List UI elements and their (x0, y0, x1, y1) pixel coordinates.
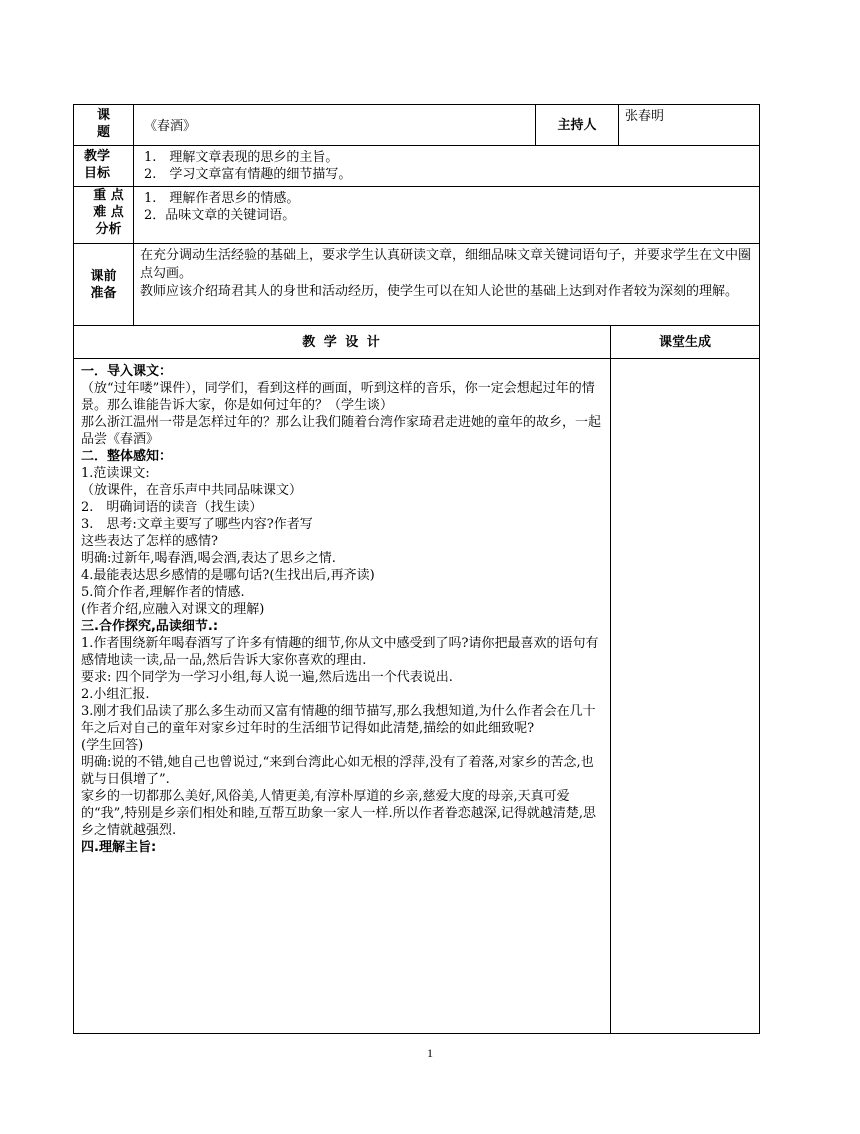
design-paragraph: 明确:过新年,喝春酒,喝会酒,表达了思乡之情. (81, 551, 336, 566)
objectives-content (134, 146, 760, 187)
outcome-content (611, 359, 760, 1034)
design-paragraph: 5.简介作者,理解作者的情感. (81, 585, 245, 600)
design-paragraph: （放课件，在音乐声中共同品味课文） (81, 483, 303, 498)
design-paragraph: 这些表达了怎样的感情? (81, 534, 218, 549)
design-body-row (74, 359, 760, 1034)
host-label: 主持人 (536, 105, 619, 146)
preparation-label: 课前 准备 (74, 244, 134, 326)
key-points-row (74, 187, 760, 244)
key-point-item: 2．品味文章的关键词语。 (144, 208, 296, 223)
preparation-paragraph: 教师应该介绍琦君其人的身世和活动经历，使学生可以在知人论世的基础上达到对作者较为深刻的理解。 (140, 284, 739, 299)
objective-item: 2. 学习文章富有情趣的细节描写。 (144, 167, 352, 182)
outcome-header: 课堂生成 (611, 326, 760, 359)
topic-row (74, 105, 760, 146)
section-heading: 三.合作探究,品读细节.: (81, 619, 219, 634)
design-paragraph: 1.作者围绕新年喝春酒写了许多有情趣的细节,你从文中感受到了吗?请你把最喜欢的语句有感情地读一读,品一品,然后告诉大家你喜欢的理由. (81, 636, 599, 668)
design-paragraph: （放“过年喽”课件），同学们，看到这样的画面，听到这样的音乐，你一定会想起过年的情景。那么谁能告诉大家，你是如何过年的？（学生谈） (81, 381, 595, 413)
design-paragraph: 明确:说的不错,她自己也曾说过,“来到台湾此心如无根的浮萍,没有了着落,对家乡的苦念,也就与日俱增了”. (81, 755, 594, 787)
objectives-row (74, 146, 760, 187)
host-value: 张春明 (619, 105, 760, 146)
design-paragraph: (学生回答) (81, 738, 144, 753)
preparation-paragraph: 在充分调动生活经验的基础上，要求学生认真研读文章，细细品味文章关键词语句子，并要求学生在文中圈点勾画。 (140, 248, 752, 281)
design-header-row (74, 326, 760, 359)
section-heading: 一．导入课文： (81, 364, 173, 379)
objective-item: 1. 理解文章表现的思乡的主旨。 (144, 150, 339, 165)
design-content (74, 359, 611, 1034)
design-header: 教 学 设 计 (74, 326, 611, 359)
design-paragraph: 要求: 四个同学为一学习小组,每人说一遍,然后选出一个代表说出. (81, 670, 453, 685)
section-heading: 四.理解主旨: (81, 840, 157, 855)
key-point-item: 1. 理解作者思乡的情感。 (144, 191, 300, 206)
design-paragraph: 4.最能表达思乡感情的是哪句话?(生找出后,再齐读) (81, 568, 375, 583)
objectives-label: 教学 目标 (74, 146, 134, 187)
design-paragraph: 3.刚才我们品读了那么多生动而又富有情趣的细节描写,那么我想知道,为什么作者会在几十年之后对自己的童年对家乡过年时的生活细节记得如此清楚,描绘的如此细致呢? (81, 704, 596, 736)
design-paragraph: 家乡的一切都那么美好,风俗美,人情更美,有淳朴厚道的乡亲,慈爱大度的母亲,天真可爱的“我”,特别是乡亲们相处和睦,互帮互助象一家人一样.所以作者眷恋越深,记得就越清楚,思乡之情就越强烈. (81, 789, 596, 838)
topic-value: 《春酒》 (134, 105, 536, 146)
page-number: 1 (427, 1046, 433, 1060)
design-paragraph: (作者介绍,应融入对课文的理解) (81, 602, 265, 617)
design-paragraph: 那么浙江温州一带是怎样过年的？那么让我们随着台湾作家琦君走进她的童年的故乡，一起品尝《春酒》 (81, 415, 602, 447)
design-paragraph: 2. 明确词语的读音（找生读） (81, 500, 263, 515)
design-paragraph: 2.小组汇报. (81, 687, 150, 702)
preparation-row (74, 244, 760, 326)
preparation-content (134, 244, 760, 326)
design-paragraph: 3. 思考:文章主要写了哪些内容?作者写 (81, 517, 313, 532)
lesson-plan-table (73, 104, 760, 1034)
section-heading: 二．整体感知： (81, 449, 173, 464)
design-paragraph: 1.范读课文: (81, 466, 150, 481)
topic-label: 课 题 (74, 105, 134, 146)
key-points-content (134, 187, 760, 244)
key-points-label: 重 点 难 点 分析 (74, 187, 134, 244)
